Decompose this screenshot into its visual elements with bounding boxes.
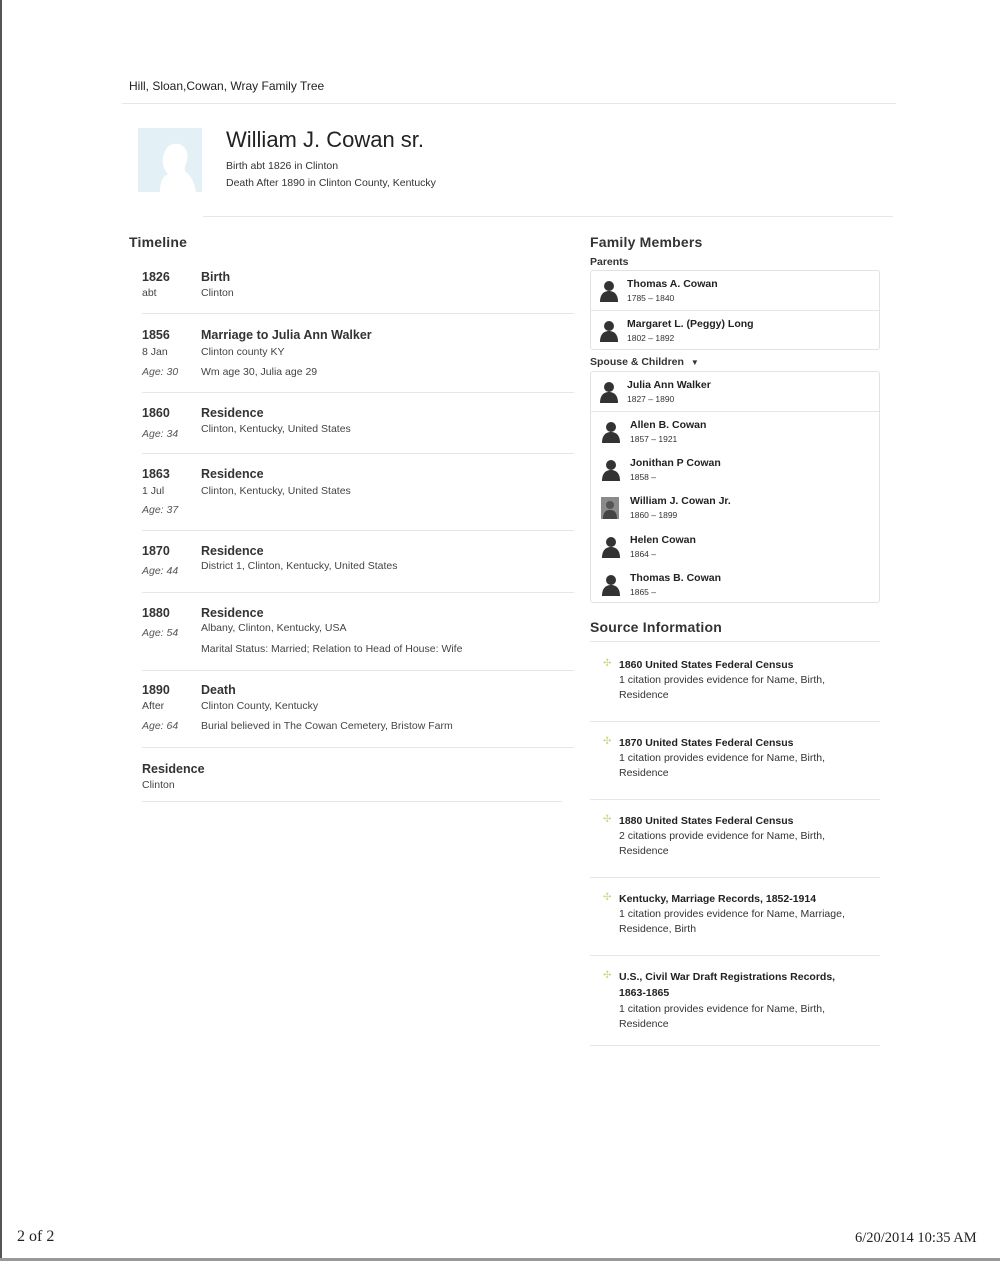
member-name[interactable]: William J. Cowan Jr. [630,495,731,507]
event-divider [142,392,574,393]
person-birth: Birth abt 1826 in Clinton [226,160,339,172]
event-year: 1870 [142,544,170,558]
member-photo-icon [601,497,619,519]
person-name: William J. Cowan sr. [226,127,425,152]
member-dates: 1864 – [630,549,656,559]
person-silhouette-icon [599,280,619,302]
family-member-row[interactable] [591,310,879,349]
event-age: Age: 34 [142,428,179,440]
person-silhouette-icon [599,320,619,342]
family-member-row[interactable] [591,527,879,566]
timeline-event [142,467,572,523]
source-citation: 1 citation provides evidence for Name, Birth, [619,752,826,764]
source-citation-fields: Residence [619,689,669,701]
source-icon: ✣ [603,814,612,825]
event-place: Clinton, Kentucky, United States [201,423,351,435]
source-citation-fields: Residence [619,845,669,857]
parents-label: Parents [590,256,629,268]
person-silhouette-icon [601,421,621,443]
event-place: Clinton, Kentucky, United States [201,485,351,497]
source-item [603,657,863,707]
event-divider [142,747,574,748]
timeline-event [142,606,572,662]
event-date-qualifier: abt [142,287,157,299]
source-title[interactable]: Kentucky, Marriage Records, 1852-1914 [619,893,817,905]
family-member-row[interactable] [591,488,879,527]
event-age: Age: 30 [142,366,179,378]
event-type: Residence [201,406,264,420]
timeline-event [142,270,572,310]
event-divider [142,592,574,593]
event-year: 1826 [142,270,170,284]
event-note: Burial believed in The Cowan Cemetery, Bristow Farm [201,720,453,732]
member-name[interactable]: Thomas A. Cowan [627,278,718,290]
event-place: District 1, Clinton, Kentucky, United States [201,560,398,572]
source-citation: 1 citation provides evidence for Name, Marriage, [619,908,845,920]
source-title[interactable]: 1870 United States Federal Census [619,737,794,749]
member-name[interactable]: Jonithan P Cowan [630,457,721,469]
timeline-event [142,328,572,384]
event-type: Residence [201,467,264,481]
person-silhouette-icon [601,459,621,481]
source-title[interactable]: 1880 United States Federal Census [619,815,794,827]
timeline-event [142,544,572,584]
source-divider [590,721,880,722]
source-icon: ✣ [603,892,612,903]
event-type: Death [201,683,236,697]
event-age: Age: 37 [142,504,179,516]
source-item [603,969,863,1035]
event-age: Age: 64 [142,720,179,732]
person-silhouette-icon [601,536,621,558]
source-icon: ✣ [603,736,612,747]
event-year: 1880 [142,606,170,620]
event-divider [142,801,562,802]
spouse-children-card [590,371,880,603]
event-date: 1 Jul [142,485,165,497]
source-citation: 2 citations provide evidence for Name, Birth, [619,830,826,842]
source-citation-fields: Residence [619,1018,669,1030]
source-citation-fields: Residence, Birth [619,923,697,935]
event-type: Residence [142,762,205,776]
chevron-down-icon: ▼ [690,358,699,367]
member-name[interactable]: Margaret L. (Peggy) Long [627,318,754,330]
silhouette-icon [138,128,202,192]
event-divider [142,530,574,531]
member-dates: 1860 – 1899 [630,510,678,520]
event-divider [142,453,574,454]
family-tree-title[interactable]: Hill, Sloan,Cowan, Wray Family Tree [129,79,325,93]
event-note: Marital Status: Married; Relation to Head of House: Wife [201,643,463,655]
event-year: 1860 [142,406,170,420]
member-dates: 1827 – 1890 [627,394,675,404]
person-silhouette-icon [599,381,619,403]
timeline-event [142,406,572,446]
person-silhouette-icon [601,574,621,596]
member-dates: 1858 – [630,472,656,482]
source-citation: 1 citation provides evidence for Name, Birth, [619,674,826,686]
member-dates: 1802 – 1892 [627,333,675,343]
event-age: Age: 44 [142,565,179,577]
parents-card [590,270,880,350]
event-place: Clinton County, Kentucky [201,700,319,712]
source-icon: ✣ [603,970,612,981]
member-name[interactable]: Thomas B. Cowan [630,572,722,584]
source-divider [590,955,880,956]
timeline-heading: Timeline [129,234,188,250]
event-type[interactable]: Marriage to Julia Ann Walker [201,328,372,342]
family-member-row[interactable] [591,372,879,411]
family-member-row[interactable] [591,565,879,604]
profile-divider [203,216,893,217]
source-item [603,891,863,941]
source-citation: 1 citation provides evidence for Name, Birth, [619,1003,826,1015]
event-place: Clinton county KY [201,346,285,358]
event-place: Clinton [201,287,234,299]
member-name[interactable]: Julia Ann Walker [627,379,711,391]
event-date-qualifier: After [142,700,165,712]
source-divider [590,1045,880,1046]
page-number: 2 of 2 [17,1228,55,1245]
member-name[interactable]: Allen B. Cowan [630,419,707,431]
family-member-row[interactable] [591,411,879,450]
event-place: Clinton [142,779,175,791]
source-information-heading: Source Information [590,619,722,635]
member-dates: 1865 – [630,587,656,597]
event-note: Wm age 30, Julia age 29 [201,366,318,378]
event-age: Age: 54 [142,627,179,639]
source-title[interactable]: U.S., Civil War Draft Registrations Records, 1863-1865 [619,971,836,999]
event-type: Residence [201,606,264,620]
source-divider [590,799,880,800]
source-title[interactable]: 1860 United States Federal Census [619,659,794,671]
source-divider [590,877,880,878]
event-year: 1890 [142,683,170,697]
member-dates: 1857 – 1921 [630,434,678,444]
event-type: Residence [201,544,264,558]
event-year: 1856 [142,328,170,342]
event-type: Birth [201,270,231,284]
family-member-row[interactable] [591,450,879,489]
source-icon: ✣ [603,658,612,669]
print-timestamp: 6/20/2014 10:35 AM [855,1230,977,1246]
family-members-heading: Family Members [590,234,703,250]
spouse-children-toggle[interactable] [590,356,699,368]
source-item [603,813,863,863]
header-divider [122,103,896,104]
member-dates: 1785 – 1840 [627,293,675,303]
event-divider [142,313,574,314]
event-date: 8 Jan [142,346,168,358]
scan-edge [0,0,2,1261]
profile-photo-placeholder [138,128,202,192]
family-member-row[interactable] [591,271,879,310]
spouse-children-label: Spouse & Children [590,356,684,368]
event-divider [142,670,574,671]
timeline-event [142,683,572,739]
person-death: Death After 1890 in Clinton County, Kentucky [226,177,436,189]
source-divider [590,641,880,642]
source-item [603,735,863,785]
event-year: 1863 [142,467,170,481]
member-name[interactable]: Helen Cowan [630,534,696,546]
event-place: Albany, Clinton, Kentucky, USA [201,622,347,634]
timeline-event-undated [142,762,572,796]
source-citation-fields: Residence [619,767,669,779]
